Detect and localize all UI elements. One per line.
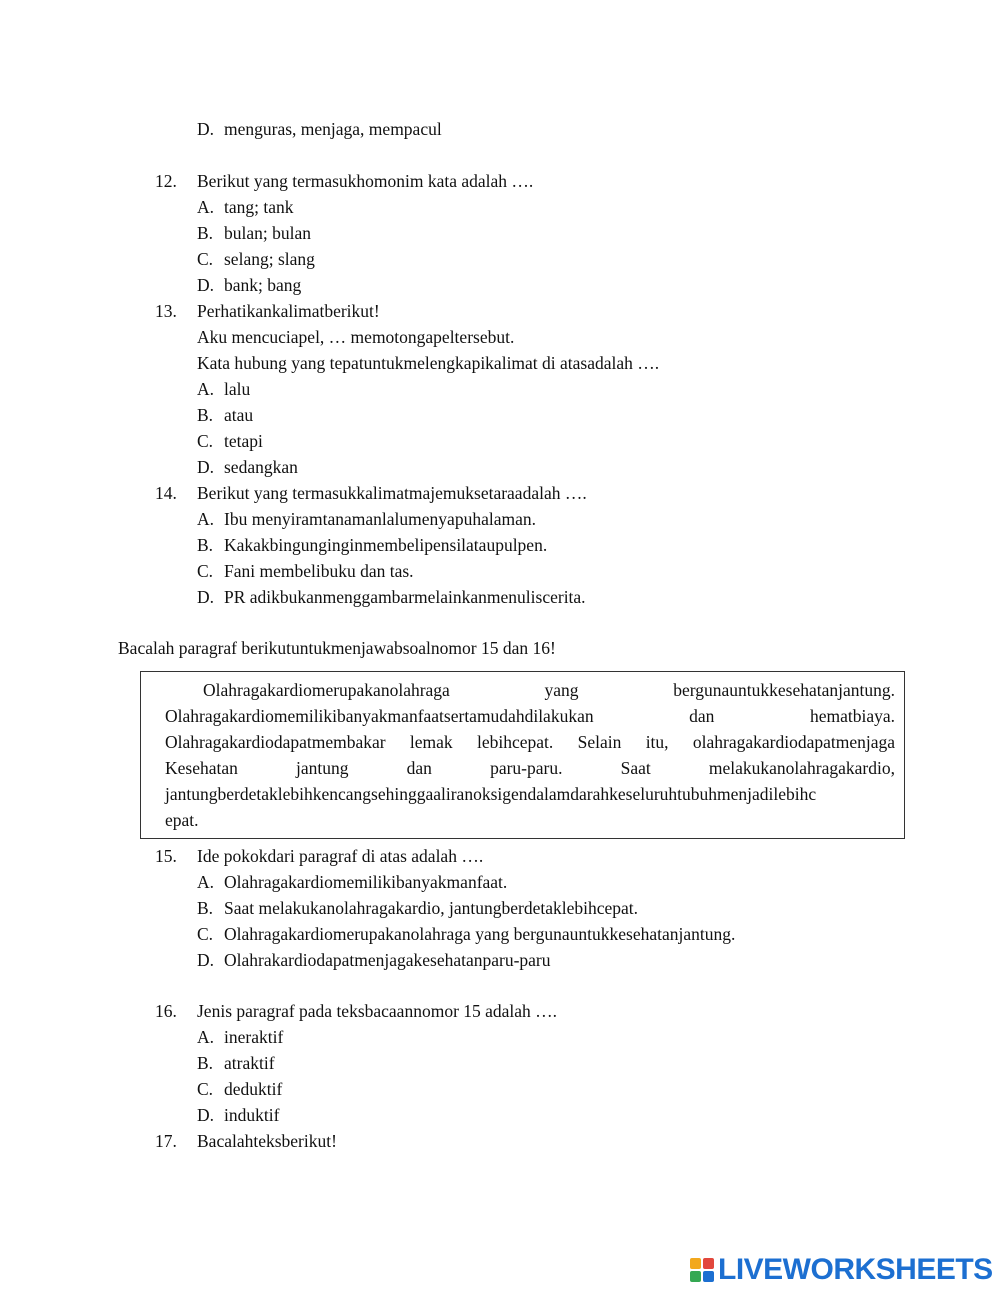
q12-number: 12.	[155, 171, 177, 191]
passage-line: jantungberdetaklebihkencangsehinggaaliranoksigendalamdarahkeseluruhtubuhmenjadilebihc	[165, 784, 817, 804]
q14-number: 14.	[155, 483, 177, 503]
q12-option-c: C. selang; slang	[197, 249, 315, 269]
q16-question: Jenis paragraf pada teksbacaannomor 15 adalah ….	[197, 1001, 558, 1021]
q12-option-d: D. bank; bang	[197, 275, 302, 295]
q14-option-c: C. Fani membelibuku dan tas.	[197, 561, 414, 581]
passage-line: Kesehatan jantung dan paru-paru. Saat melakukanolahragakardio,	[165, 758, 895, 778]
q12-option-b: B. bulan; bulan	[197, 223, 311, 243]
q17-question: Bacalahteksberikut!	[197, 1131, 337, 1151]
logo-text: LIVEWORKSHEETS	[718, 1253, 993, 1286]
q13-prompt: Kata hubung yang tepatuntukmelengkapikalimat di atasadalah ….	[197, 353, 660, 373]
q14-question: Berikut yang termasukkalimatmajemuksetaraadalah ….	[197, 483, 587, 503]
q14-option-d: D. PR adikbukanmenggambarmelainkanmenuliscerita.	[197, 587, 586, 607]
q13-question: Perhatikankalimatberikut!	[197, 301, 380, 321]
q16-number: 16.	[155, 1001, 177, 1021]
q12-question: Berikut yang termasukhomonim kata adalah ….	[197, 171, 534, 191]
q16-option-b: B. atraktif	[197, 1053, 275, 1073]
q15-option-b: B. Saat melakukanolahragakardio, jantungberdetaklebihcepat.	[197, 898, 638, 918]
liveworksheets-logo-icon	[690, 1258, 714, 1282]
passage-line: Olahragakardiodapatmembakar lemak lebihcepat. Selain itu, olahragakardiodapatmenjaga	[165, 732, 895, 752]
q12-option-a: A. tang; tank	[197, 197, 294, 217]
q13-number: 13.	[155, 301, 177, 321]
passage-instruction: Bacalah paragraf berikutuntukmenjawabsoalnomor 15 dan 16!	[118, 638, 556, 658]
q16-option-c: C. deduktif	[197, 1079, 283, 1099]
q13-sentence: Aku mencuciapel, … memotongapeltersebut.	[197, 327, 515, 347]
q14-option-b: B. Kakakbingunginginmembelipensilataupulpen.	[197, 535, 548, 555]
q15-number: 15.	[155, 846, 177, 866]
liveworksheets-logo[interactable]	[690, 1252, 993, 1288]
q15-question: Ide pokokdari paragraf di atas adalah ….	[197, 846, 484, 866]
passage-box	[140, 671, 905, 839]
q15-option-c: C. Olahragakardiomerupakanolahraga yang bergunauntukkesehatanjantung.	[197, 924, 736, 944]
q16-option-d: D. induktif	[197, 1105, 280, 1125]
q15-option-a: A. Olahragakardiomemilikibanyakmanfaat.	[197, 872, 508, 892]
q13-option-d: D. sedangkan	[197, 457, 298, 477]
q13-option-a: A. lalu	[197, 379, 251, 399]
q14-option-a: A. Ibu menyiramtanamanlalumenyapuhalaman.	[197, 509, 536, 529]
q13-option-b: B. atau	[197, 405, 254, 425]
q11-option-d: D. menguras, menjaga, mempacul	[197, 119, 442, 139]
q13-option-c: C. tetapi	[197, 431, 263, 451]
passage-line: epat.	[165, 810, 199, 830]
passage-line: Olahragakardiomemilikibanyakmanfaatsertamudahdilakukan dan hematbiaya.	[165, 706, 895, 726]
q16-option-a: A. ineraktif	[197, 1027, 284, 1047]
q17-number: 17.	[155, 1131, 177, 1151]
q15-option-d: D. Olahrakardiodapatmenjagakesehatanparu-paru	[197, 950, 551, 970]
passage-line: Olahragakardiomerupakanolahraga yang bergunauntukkesehatanjantung.	[203, 680, 895, 700]
